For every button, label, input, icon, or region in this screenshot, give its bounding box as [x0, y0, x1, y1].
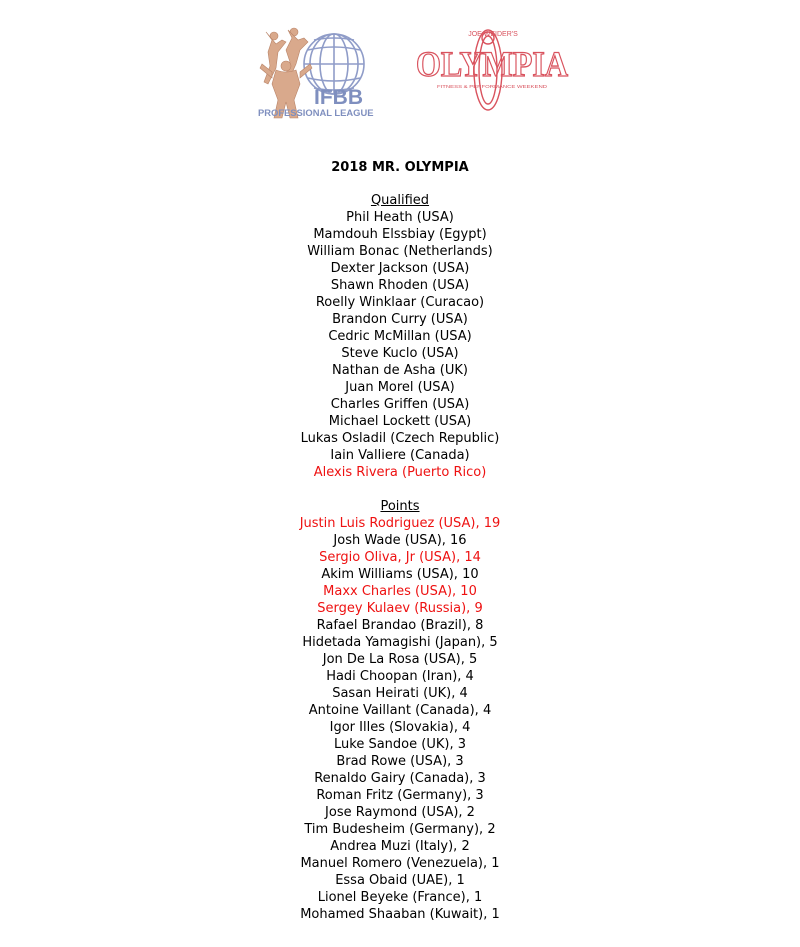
points-athlete-entry: Hadi Choopan (Iran), 4	[326, 669, 474, 684]
points-athlete-entry: Maxx Charles (USA), 10	[323, 584, 477, 599]
points-athlete-entry: Luke Sandoe (UK), 3	[334, 737, 466, 752]
qualified-heading: Qualified	[370, 193, 430, 208]
points-heading: Points	[380, 499, 420, 514]
points-athlete-entry: Sergey Kulaev (Russia), 9	[317, 601, 483, 616]
qualified-list	[0, 209, 800, 481]
points-athlete-entry: Lionel Beyeke (France), 1	[317, 890, 483, 905]
qualified-athlete-entry: Charles Griffen (USA)	[330, 397, 470, 412]
olympia-logo-text: OLYMPIA	[416, 44, 568, 84]
qualified-athlete-entry: Michael Lockett (USA)	[328, 414, 472, 429]
points-athlete-entry: Hidetada Yamagishi (Japan), 5	[302, 635, 498, 650]
logo-header	[0, 22, 800, 122]
points-list	[0, 515, 800, 923]
joe-weiders-logo-text: JOE WEIDER'S	[468, 31, 518, 38]
qualified-athlete-entry: Iain Valliere (Canada)	[330, 448, 470, 463]
points-athlete-entry: Renaldo Gairy (Canada), 3	[314, 771, 486, 786]
olympia-tagline-logo-text: FITNESS & PERFORMANCE WEEKEND	[437, 84, 548, 89]
points-athlete-entry: Jose Raymond (USA), 2	[325, 805, 475, 820]
points-athlete-entry: Andrea Muzi (Italy), 2	[330, 839, 470, 854]
points-athlete-entry: Mohamed Shaaban (Kuwait), 1	[300, 907, 500, 922]
points-athlete-entry: Antoine Vaillant (Canada), 4	[308, 703, 492, 718]
qualified-athlete-entry: Roelly Winklaar (Curacao)	[315, 295, 485, 310]
points-athlete-entry: Jon De La Rosa (USA), 5	[322, 652, 478, 667]
qualified-athlete-entry: Alexis Rivera (Puerto Rico)	[313, 465, 487, 480]
qualified-athlete-entry: Juan Morel (USA)	[345, 380, 455, 395]
points-athlete-entry: Igor Illes (Slovakia), 4	[329, 720, 471, 735]
points-athlete-entry: Rafael Brandao (Brazil), 8	[316, 618, 484, 633]
qualified-athlete-entry: Brandon Curry (USA)	[332, 312, 468, 327]
qualified-athlete-entry: Phil Heath (USA)	[346, 210, 454, 225]
qualified-athlete-entry: Shawn Rhoden (USA)	[330, 278, 470, 293]
ifbb-logo-text: IFBB	[314, 86, 363, 109]
ifbb-pro-league-logo	[252, 22, 392, 120]
points-athlete-entry: Brad Rowe (USA), 3	[336, 754, 464, 769]
olympia-logo	[414, 24, 572, 116]
qualified-athlete-entry: Nathan de Asha (UK)	[332, 363, 468, 378]
section-spacer	[0, 481, 800, 498]
qualified-athlete-entry: Cedric McMillan (USA)	[328, 329, 472, 344]
main-content	[0, 158, 800, 923]
page-title: 2018 MR. OLYMPIA	[331, 160, 469, 175]
points-athlete-entry: Tim Budesheim (Germany), 2	[304, 822, 496, 837]
professional-league-logo-text: PROFESSIONAL LEAGUE	[258, 107, 374, 118]
qualified-athlete-entry: Mamdouh Elssbiay (Egypt)	[313, 227, 487, 242]
qualified-athlete-entry: Lukas Osladil (Czech Republic)	[300, 431, 500, 446]
points-athlete-entry: Akim Williams (USA), 10	[321, 567, 479, 582]
points-athlete-entry: Manuel Romero (Venezuela), 1	[300, 856, 500, 871]
points-athlete-entry: Sasan Heirati (UK), 4	[332, 686, 468, 701]
points-athlete-entry: Sergio Oliva, Jr (USA), 14	[319, 550, 481, 565]
points-athlete-entry: Roman Fritz (Germany), 3	[316, 788, 484, 803]
points-athlete-entry: Josh Wade (USA), 16	[333, 533, 467, 548]
qualified-athlete-entry: Dexter Jackson (USA)	[330, 261, 470, 276]
points-athlete-entry: Essa Obaid (UAE), 1	[335, 873, 465, 888]
qualified-athlete-entry: William Bonac (Netherlands)	[307, 244, 493, 259]
qualified-athlete-entry: Steve Kuclo (USA)	[341, 346, 459, 361]
points-athlete-entry: Justin Luis Rodriguez (USA), 19	[299, 516, 501, 531]
